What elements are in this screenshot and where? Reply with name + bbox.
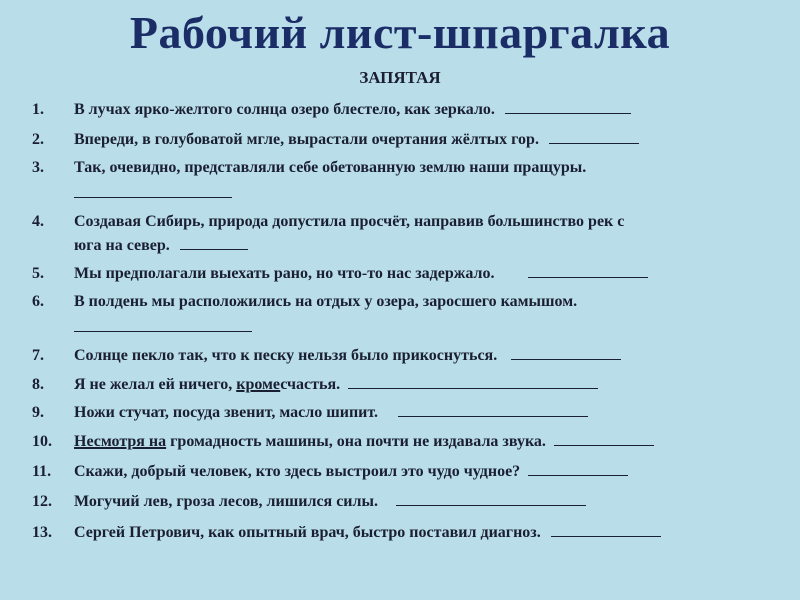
sentence: Солнце пекло так, что к песку нельзя было прикоснуться.: [74, 347, 498, 364]
sentence: В лучах ярко-желтого солнца озеро блестело, как зеркало.: [74, 101, 495, 118]
sentence: Так, очевидно, представляли себе обетованную землю наши пращуры.: [74, 159, 587, 176]
sentence-end: счастья.: [280, 376, 341, 393]
sentence-line-1: Создавая Сибирь, природа допустила просчёт, направив большинство рек с: [74, 213, 625, 230]
item-number: 7.: [32, 347, 44, 364]
item-number: 9.: [32, 404, 44, 421]
page-title: Рабочий лист-шпаргалка: [129, 7, 671, 58]
answer-blank[interactable]: [551, 522, 661, 537]
sentence: Могучий лев, гроза лесов, лишился силы.: [74, 493, 378, 510]
item-number: 2.: [32, 131, 44, 148]
answer-blank[interactable]: [396, 491, 586, 506]
item-number: 6.: [32, 293, 44, 310]
sentence: Скажи, добрый человек, кто здесь выстроил это чудо чудное?: [74, 463, 521, 480]
answer-blank[interactable]: [528, 263, 648, 278]
item-number: 8.: [32, 376, 44, 393]
underlined-word: кроме: [236, 376, 281, 393]
sentence: Мы предполагали выехать рано, но что-то нас задержало.: [74, 265, 495, 282]
item-number: 5.: [32, 265, 44, 282]
sentence-line-2: юга на север.: [74, 237, 170, 254]
answer-blank[interactable]: [549, 129, 639, 144]
answer-blank[interactable]: [348, 374, 598, 389]
answer-blank[interactable]: [511, 345, 621, 360]
answer-blank[interactable]: [554, 431, 654, 446]
sentence-start: Я не желал ей ничего,: [74, 376, 233, 393]
item-number: 10.: [32, 433, 52, 450]
item-number: 12.: [32, 493, 52, 510]
answer-blank[interactable]: [398, 402, 588, 417]
underlined-phrase: Несмотря на: [74, 433, 167, 450]
item-number: 3.: [32, 159, 44, 176]
item-number: 1.: [32, 101, 44, 118]
item-number: 4.: [32, 213, 44, 230]
item-number: 11.: [32, 463, 52, 480]
answer-blank[interactable]: [180, 235, 248, 250]
answer-blank[interactable]: [74, 317, 252, 332]
section-heading: ЗАПЯТАЯ: [359, 68, 441, 87]
item-number: 13.: [32, 524, 52, 541]
sentence-end: громадность машины, она почти не издавала звука.: [170, 433, 546, 450]
answer-blank[interactable]: [74, 183, 232, 198]
sentence: Ножи стучат, посуда звенит, масло шипит.: [74, 404, 379, 421]
sentence: Сергей Петрович, как опытный врач, быстро поставил диагноз.: [74, 524, 541, 541]
sentence: Впереди, в голубоватой мгле, вырастали очертания жёлтых гор.: [74, 131, 539, 148]
sentence: В полдень мы расположились на отдых у озера, заросшего камышом.: [74, 293, 578, 310]
answer-blank[interactable]: [505, 99, 631, 114]
answer-blank[interactable]: [528, 461, 628, 476]
